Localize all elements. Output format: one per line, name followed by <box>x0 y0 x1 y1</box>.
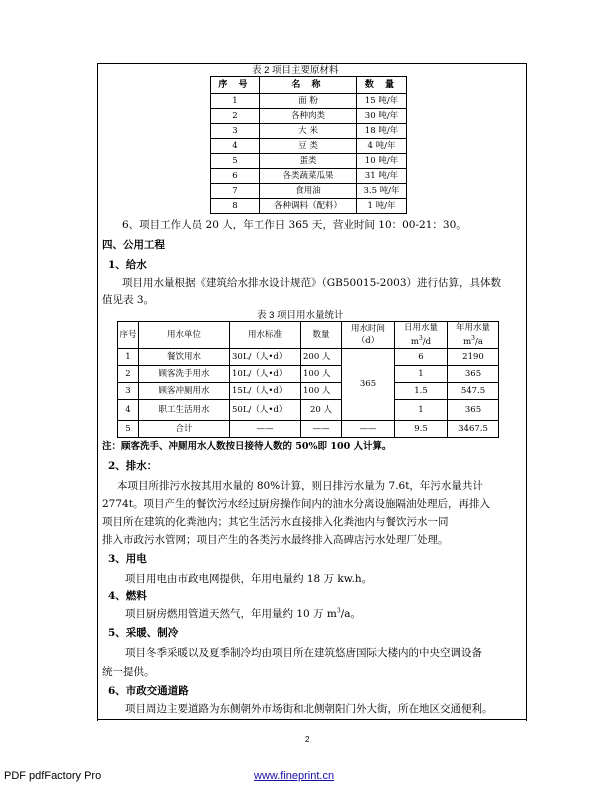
cell: 1 <box>395 400 448 421</box>
electricity-text: 项目用电由市政电网提供，年用电量约 18 万 kw.h。 <box>125 573 373 585</box>
cell: 15L/（人•d） <box>230 383 301 400</box>
header-time-line1: 用水时间 <box>350 324 385 334</box>
cell: 职工生活用水 <box>139 400 230 421</box>
cell: —— <box>230 421 301 438</box>
cell: 2 <box>118 366 139 383</box>
drainage-line3: 项目所在建筑的化粪池内；其它生活污水直接排入化粪池内与餐饮污水一同 <box>102 516 449 528</box>
cell: 20 人 <box>301 400 342 421</box>
cell: 1 吨/年 <box>357 199 407 214</box>
cell: 8 <box>211 199 260 214</box>
cell: —— <box>342 421 395 438</box>
heating-cooling-heading: 5、采暖、制冷 <box>108 627 179 639</box>
cell: 1.5 <box>395 383 448 400</box>
cell: 顾客冲厕用水 <box>139 383 230 400</box>
cell: 15 吨/年 <box>357 94 407 109</box>
fuel-text <box>125 606 361 621</box>
cell: 各类蔬菜瓜果 <box>260 169 357 184</box>
cell: 7 <box>211 184 260 199</box>
cell: 18 吨/年 <box>357 124 407 139</box>
table-row <box>211 94 407 109</box>
table-row <box>118 349 499 366</box>
cell: 各种调料（配料） <box>260 199 357 214</box>
cell: 面 粉 <box>260 94 357 109</box>
header-annual <box>448 322 499 349</box>
cell: 31 吨/年 <box>357 169 407 184</box>
cell: 大 米 <box>260 124 357 139</box>
header-no: 序号 <box>118 322 139 349</box>
cell: 合计 <box>139 421 230 438</box>
header-annual-label: 年用水量 <box>455 323 490 334</box>
table-row <box>211 199 407 214</box>
cell: 9.5 <box>395 421 448 438</box>
cell: 6 <box>211 169 260 184</box>
cell: 4 吨/年 <box>357 139 407 154</box>
table-row <box>118 366 499 383</box>
electricity-heading: 3、用电 <box>108 553 147 565</box>
cell: 100 人 <box>301 383 342 400</box>
cell: 1 <box>395 366 448 383</box>
cell: 5 <box>211 154 260 169</box>
table-row <box>211 184 407 199</box>
header-qty: 数 量 <box>357 77 407 94</box>
content-frame-bottom <box>97 719 527 720</box>
water-supply-heading: 1、给水 <box>108 259 147 271</box>
header-daily-label: 日用水量 <box>403 323 438 334</box>
table-row <box>211 124 407 139</box>
fuel-text-sup: 3 <box>336 607 341 615</box>
cell: 豆 类 <box>260 139 357 154</box>
fuel-text-main: 项目厨房燃用管道天然气，年用量约 10 万 m <box>125 608 337 620</box>
cell: 2190 <box>448 349 499 366</box>
cell: 10 吨/年 <box>357 154 407 169</box>
footer-pdf-label: PDF pdfFactory Pro <box>4 770 102 782</box>
cell: 1 <box>211 94 260 109</box>
footer-link[interactable]: www.fineprint.cn <box>254 770 335 782</box>
header-daily-unit: $m^3/d$ <box>410 334 432 347</box>
cell: 3 <box>118 383 139 400</box>
table2-caption: 表 2 项目主要原材料 <box>252 65 339 76</box>
drainage-line4: 排入市政污水管网；项目产生的各类污水最终排入高碑店污水处理厂处理。 <box>102 534 449 546</box>
table3-caption: 表 3 项目用水量统计 <box>257 310 344 321</box>
header-unit: 用水单位 <box>139 322 230 349</box>
header-time-line2: （d） <box>356 335 380 346</box>
table-row <box>211 139 407 154</box>
table-row <box>118 400 499 421</box>
header-standard: 用水标准 <box>230 322 301 349</box>
water-supply-text-line1: 项目用水量根据《建筑给水排水设计规范》（GB50015-2003）进行估算，具体数 <box>122 277 502 289</box>
header-name: 名 称 <box>260 77 357 94</box>
cell: 1 <box>118 349 139 366</box>
cell: 顾客洗手用水 <box>139 366 230 383</box>
cell: 3 <box>211 124 260 139</box>
header-daily <box>395 322 448 349</box>
cell: 各种肉类 <box>260 109 357 124</box>
table-row <box>211 154 407 169</box>
cell: 5 <box>118 421 139 438</box>
water-supply-text-line2: 值见表 3。 <box>102 294 155 306</box>
table-note: 注：顾客洗手、冲厕用水人数按日接待人数的 50%即 100 人计算。 <box>102 441 392 452</box>
staff-paragraph: 6、项目工作人员 20 人，年工作日 365 天，营业时间 10：00-21：30。 <box>122 219 467 231</box>
heating-cooling-line2: 统一提供。 <box>102 666 155 678</box>
traffic-text: 项目周边主要道路为东侧朝外市场街和北侧朝阳门外大街，所在地区交通便利。 <box>125 703 493 715</box>
table-row <box>211 169 407 184</box>
cell: 6 <box>395 349 448 366</box>
cell: 30 吨/年 <box>357 109 407 124</box>
table-row <box>118 383 499 400</box>
table-header-row <box>118 322 499 349</box>
merged-time-cell: 365 <box>342 349 395 421</box>
cell: 200 人 <box>301 349 342 366</box>
cell: 365 <box>448 366 499 383</box>
heating-cooling-line1: 项目冬季采暖以及夏季制冷均由项目所在建筑悠唐国际大楼内的中央空调设备 <box>125 647 482 659</box>
cell: 10L/（人•d） <box>230 366 301 383</box>
cell: 食用油 <box>260 184 357 199</box>
section-heading: 四、公用工程 <box>102 239 165 251</box>
header-time <box>342 322 395 349</box>
table-total-row <box>118 421 499 438</box>
drainage-line1: 本项目所排污水按其用水量的 80%计算，则日排污水量为 7.6t，年污水量共计 <box>117 480 483 492</box>
cell: 4 <box>118 400 139 421</box>
cell: 30L/（人•d） <box>230 349 301 366</box>
fuel-text-end: /a。 <box>340 608 361 620</box>
cell: 100 人 <box>301 366 342 383</box>
traffic-heading: 6、市政交通道路 <box>108 685 189 697</box>
cell: 547.5 <box>448 383 499 400</box>
table-header-row <box>211 77 407 94</box>
cell: 4 <box>211 139 260 154</box>
header-quantity: 数量 <box>301 322 342 349</box>
header-annual-unit: $m^3/a$ <box>463 334 483 347</box>
cell: 3.5 吨/年 <box>357 184 407 199</box>
cell: 365 <box>448 400 499 421</box>
table-row <box>211 109 407 124</box>
raw-materials-table <box>210 76 407 214</box>
cell: 50L/（人•d） <box>230 400 301 421</box>
cell: 2 <box>211 109 260 124</box>
fuel-heading: 4、燃料 <box>108 590 147 602</box>
drainage-line2: 2774t。项目产生的餐饮污水经过厨房操作间内的油水分离设施隔油处理后，再排入 <box>102 498 490 510</box>
cell: 蛋类 <box>260 154 357 169</box>
header-no: 序 号 <box>211 77 260 94</box>
water-usage-table <box>117 321 499 438</box>
cell: 3467.5 <box>448 421 499 438</box>
drainage-heading: 2、排水： <box>108 460 158 472</box>
page-number: 2 <box>305 735 310 744</box>
cell: —— <box>301 421 342 438</box>
cell: 餐饮用水 <box>139 349 230 366</box>
